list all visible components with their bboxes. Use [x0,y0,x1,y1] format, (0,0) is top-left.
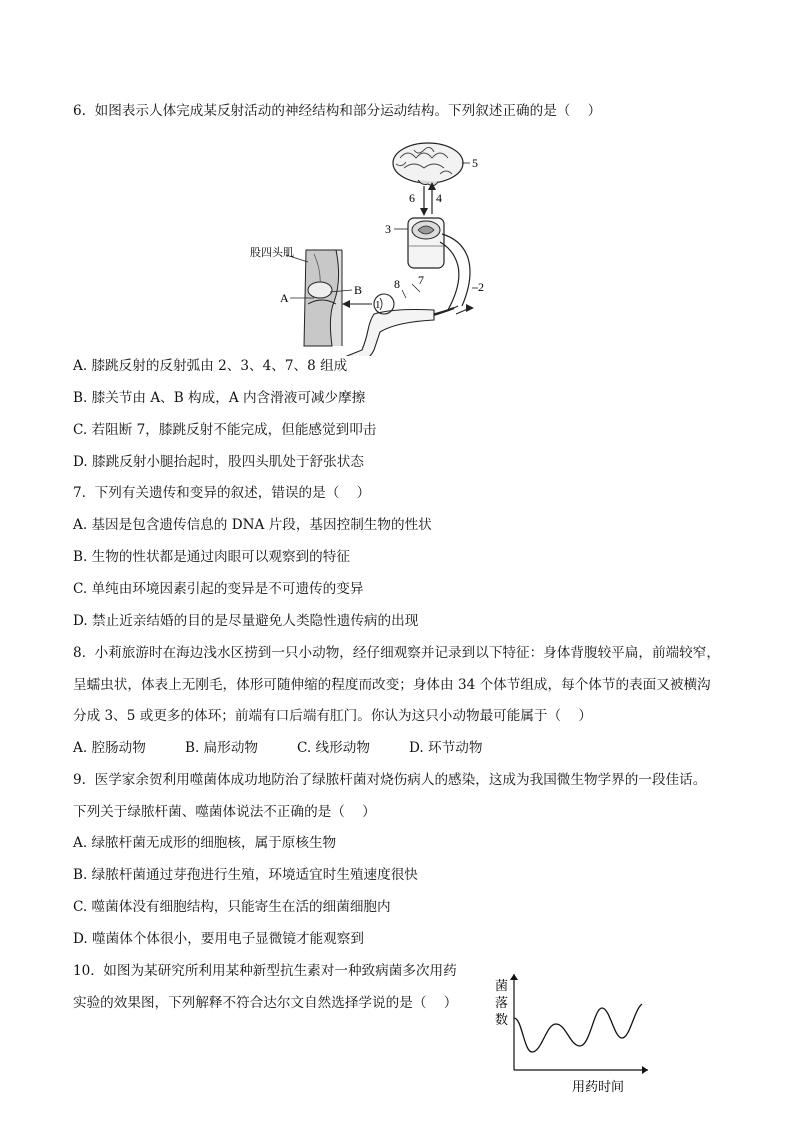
label-B: B [354,283,363,297]
question-7-stem: 7. 下列有关遗传和变异的叙述，错误的是（ ） [73,485,371,501]
label-5: 5 [472,156,478,170]
question-8-stem-line-2: 呈蠕虫状，体表上无刚毛，体形可随伸缩的程度而改变；身体由 34 个体节组成，每个体节的表面又被横沟 [73,677,711,693]
label-quadriceps: 股四头肌 [250,246,294,259]
label-3: 3 [385,222,391,236]
question-9-option-d: D. 噬菌体个体很小，要用电子显微镜才能观察到 [73,931,364,947]
label-6: 6 [409,191,415,205]
question-6-option-d: D. 膝跳反射小腿抬起时，股四头肌处于舒张状态 [73,454,364,470]
question-8-option-d: D. 环节动物 [409,740,483,756]
question-10-stem-line-2: 实验的效果图，下列解释不符合达尔文自然选择学说的是（ ） [73,995,458,1011]
reflex-arc-figure [244,138,494,356]
question-6-option-a: A. 膝跳反射的反射弧由 2、3、4、7、8 组成 [73,358,348,374]
graph-curve [514,1004,642,1052]
label-2: 2 [478,280,484,294]
question-8-option-b: B. 扁形动物 [185,740,259,756]
question-9-stem-line-2: 下列关于绿脓杆菌、噬菌体说法不正确的是（ ） [73,804,376,820]
question-8-option-c: C. 线形动物 [297,740,370,756]
question-7-option-b: B. 生物的性状都是通过肉眼可以观察到的特征 [73,549,350,565]
question-6-option-c: C. 若阻断 7，膝跳反射不能完成，但能感觉到叩击 [73,422,377,438]
question-9-stem-line-1: 9. 医学家余贺利用噬菌体成功地防治了绿脓杆菌对烧伤病人的感染，这成为我国微生物学界的一段佳话。 [73,772,707,788]
leg-drawing [338,294,434,356]
graph-xlabel: 用药时间 [572,1080,625,1095]
question-8-option-a: A. 腔肠动物 [73,740,146,756]
graph-ylabel-2: 落 [495,996,509,1011]
graph-y-arrow-icon [510,974,518,980]
graph-ylabel-1: 菌 [495,979,509,994]
brain-drawing [393,143,463,186]
label-4: 4 [436,191,442,205]
spinal-cord-drawing [408,218,470,310]
question-8-options [73,738,482,758]
question-9-option-c: C. 噬菌体没有细胞结构，只能寄生在活的细菌细胞内 [73,899,391,915]
question-6-stem: 6. 如图表示人体完成某反射活动的神经结构和部分运动结构。下列叙述正确的是（ ） [73,103,602,119]
question-7-option-d: D. 禁止近亲结婚的目的是尽量避免人类隐性遗传病的出现 [73,613,419,629]
question-7-option-a: A. 基因是包含遗传信息的 DNA 片段，基因控制生物的性状 [73,517,432,533]
label-A: A [280,291,289,305]
question-6-option-b: B. 膝关节由 A、B 构成，A 内含滑液可减少摩擦 [73,390,366,406]
question-8-stem-line-3: 分成 3、5 或更多的体环；前端有口后端有肛门。你认为这只小动物最可能属于（ ） [73,708,593,724]
label-8: 8 [394,277,400,291]
graph-x-arrow-icon [642,1066,648,1074]
question-9-option-b: B. 绿脓杆菌通过芽孢进行生殖，环境适宜时生殖速度很快 [73,867,418,883]
question-10-stem-line-1: 10. 如图为某研究所利用某种新型抗生素对一种致病菌多次用药 [73,963,457,979]
label-7: 7 [418,273,424,287]
label-1: 1 [375,299,381,311]
graph-ylabel-3: 数 [495,1013,509,1028]
question-8-stem-line-1: 8. 小莉旅游时在海边浅水区捞到一只小动物，经仔细观察并记录到以下特征：身体背腹较平扁，前端较窄， [73,645,720,661]
question-9-option-a: A. 绿脓杆菌无成形的细胞核，属于原核生物 [73,835,337,851]
bacteria-count-graph [490,974,655,1099]
question-7-option-c: C. 单纯由环境因素引起的变异是不可遗传的变异 [73,581,364,597]
